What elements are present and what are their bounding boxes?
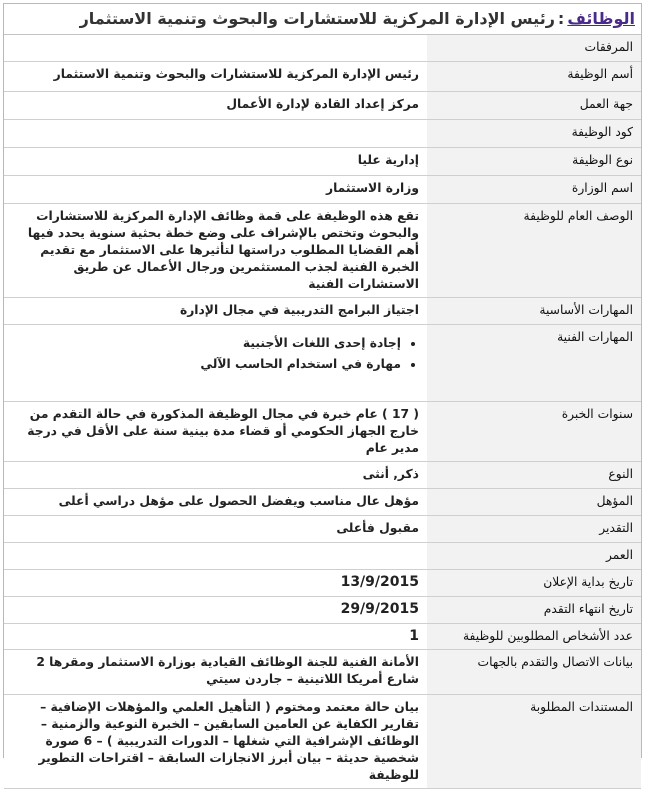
job-code-label: كود الوظيفة (427, 119, 641, 147)
count-label: عدد الأشخاص المطلوبين للوظيفة (427, 623, 641, 649)
list-item: • إجادة إحدى اللغات الأجنبية (10, 335, 401, 352)
description-value: تقع هذه الوظيفة على قمة وظائف الإدارة المركزية للاستشارات والبحوث وتختص بالإشراف على وضع خطة بحثية سنوية يحدد فيها أهم القضايا المطلوب دراستها لتأثيرها على الاستثمار مع تقديم الخبرة الفنية لجذب المستثمرين ورجال الأعمال عن طريق الاستشارات الفنية (4, 203, 427, 297)
apply-end-label: تاريخ انتهاء التقدم (427, 596, 641, 623)
announce-start-value: 13/9/2015 (4, 569, 427, 596)
row-documents (4, 694, 641, 788)
documents-value: بيان حالة معتمد ومختوم ( التأهيل العلمي والمؤهلات الإضافية – تقارير الكفاية عن العامين السابقين – الخبرة النوعية والزمنية – الوظائف الإشرافية التي شغلها – الدورات التدريبية ) – 6 صورة شخصية حديثة – بيان أبرز الانجازات السابقة – اقتراحات التطوير للوظيفة (4, 694, 427, 788)
row-age (4, 542, 641, 569)
attachments-value (4, 35, 427, 61)
description-label: الوصف العام للوظيفة (427, 203, 641, 297)
job-name-label: أسم الوظيفة (427, 61, 641, 91)
grade-value: مقبول فأعلى (4, 515, 427, 542)
technical-skills-label: المهارات الفنية (427, 324, 641, 401)
job-details-table (4, 35, 641, 789)
row-attachments (4, 35, 641, 61)
ministry-label: اسم الوزارة (427, 175, 641, 203)
row-announce-start (4, 569, 641, 596)
list-item: • مهارة في استخدام الحاسب الآلي (10, 356, 401, 373)
row-count (4, 623, 641, 649)
contact-label: بيانات الاتصال والتقدم بالجهات (427, 649, 641, 694)
job-name-value: رئيس الإدارة المركزية للاستشارات والبحوث وتنمية الاستثمار (4, 61, 427, 91)
technical-skills-list (10, 335, 401, 373)
apply-end-value: 29/9/2015 (4, 596, 427, 623)
basic-skills-value: اجتياز البرامج التدريبية في مجال الإدارة (4, 297, 427, 324)
qualification-label: المؤهل (427, 488, 641, 515)
row-apply-end (4, 596, 641, 623)
employer-label: جهة العمل (427, 91, 641, 119)
count-value: 1 (4, 623, 427, 649)
title-separator: : (557, 9, 565, 28)
job-code-value (4, 119, 427, 147)
qualification-value: مؤهل عال مناسب ويفضل الحصول على مؤهل دراسي أعلى (4, 488, 427, 515)
job-type-value: إدارية عليا (4, 147, 427, 175)
documents-label: المستندات المطلوبة (427, 694, 641, 788)
row-experience (4, 401, 641, 461)
job-type-label: نوع الوظيفة (427, 147, 641, 175)
row-employer (4, 91, 641, 119)
row-ministry (4, 175, 641, 203)
age-label: العمر (427, 542, 641, 569)
announce-start-label: تاريخ بداية الإعلان (427, 569, 641, 596)
page-title (4, 4, 641, 35)
experience-label: سنوات الخبرة (427, 401, 641, 461)
row-description (4, 203, 641, 297)
row-job-type (4, 147, 641, 175)
gender-label: النوع (427, 461, 641, 488)
basic-skills-label: المهارات الأساسية (427, 297, 641, 324)
row-technical-skills (4, 324, 641, 401)
row-qualification (4, 488, 641, 515)
row-job-code (4, 119, 641, 147)
age-value (4, 542, 427, 569)
row-grade (4, 515, 641, 542)
experience-value: ( 17 ) عام خبرة في مجال الوظيفة المذكورة في حالة التقدم من خارج الجهاز الحكومي أو قضاء مدة بينية سنة على الأقل في درجة مدير عام (4, 401, 427, 461)
jobs-link[interactable]: الوظائف (567, 9, 635, 28)
ministry-value: وزارة الاستثمار (4, 175, 427, 203)
row-contact (4, 649, 641, 694)
gender-value: ذكر, أنثى (4, 461, 427, 488)
row-basic-skills (4, 297, 641, 324)
employer-value: مركز إعداد القادة لإدارة الأعمال (4, 91, 427, 119)
technical-skills-value (4, 324, 427, 401)
row-job-name (4, 61, 641, 91)
job-details-panel (3, 3, 642, 782)
attachments-label: المرفقات (427, 35, 641, 61)
grade-label: التقدير (427, 515, 641, 542)
job-title-heading: رئيس الإدارة المركزية للاستشارات والبحوث وتنمية الاستثمار (79, 9, 555, 28)
contact-value: الأمانة الفنية للجنة الوظائف القيادية بوزارة الاستثمار ومقرها 2 شارع أمريكا اللاتينية – جاردن سيتي (4, 649, 427, 694)
row-gender (4, 461, 641, 488)
